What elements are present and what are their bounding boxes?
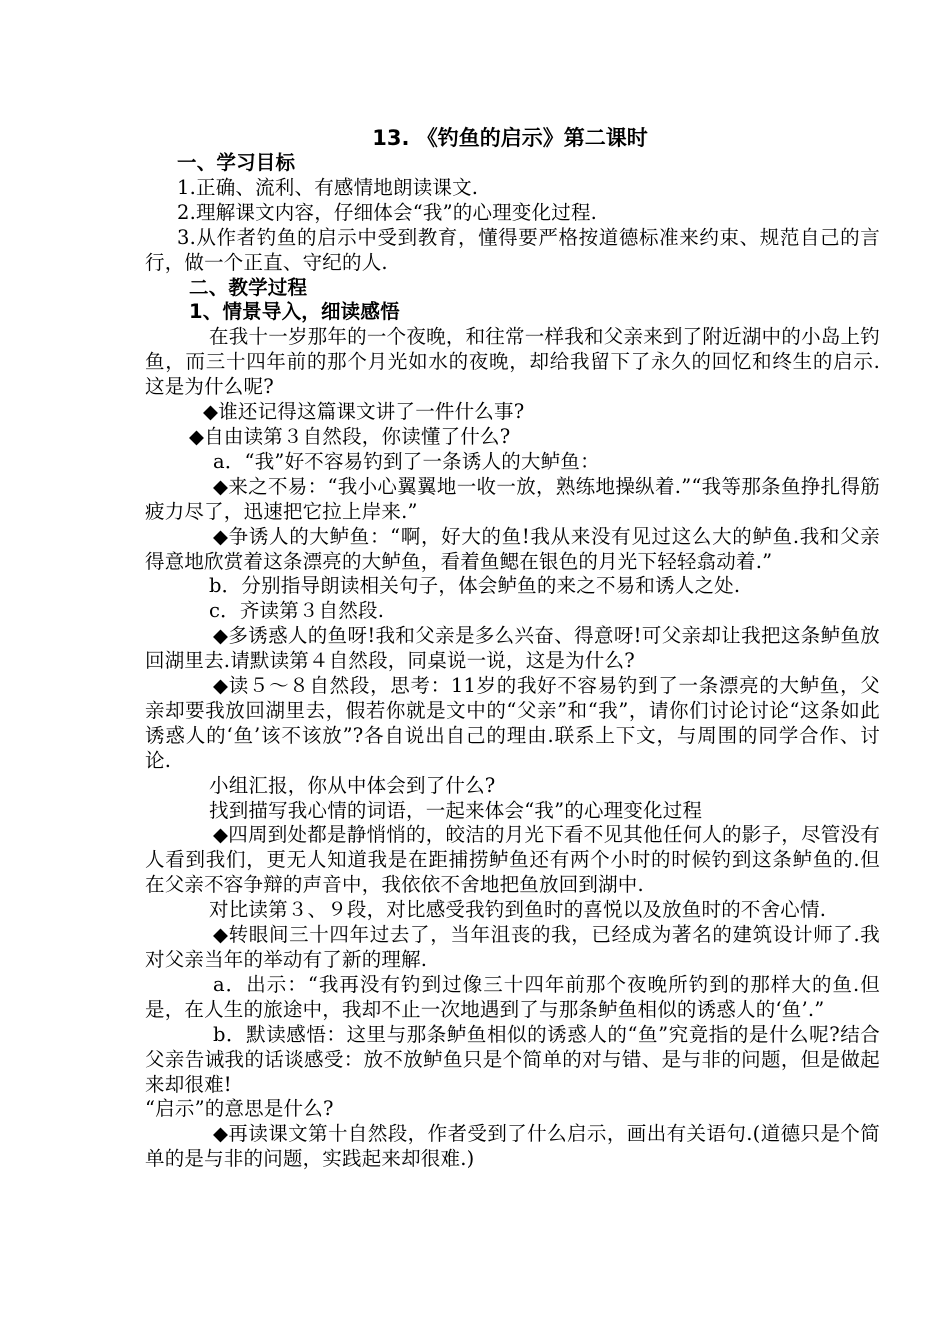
paragraph: 2.理解课文内容，仔细体会“我”的心理变化过程.: [177, 200, 598, 224]
paragraph: ◆转眼间三十四年过去了，当年沮丧的我，已经成为著名的建筑设计师了.我对父亲当年的举动有了新的理解.: [145, 923, 880, 971]
paragraph: a．“我”好不容易钓到了一条诱人的大鲈鱼：: [213, 449, 600, 473]
section-heading: 二、教学过程: [189, 275, 308, 299]
section-heading: 一、学习目标: [177, 151, 296, 174]
paragraph: ◆四周到处都是静悄悄的，皎洁的月光下看不见其他任何人的影子，尽管没有人看到我们，更无人知道我是在距捕捞鲈鱼还有两个小时的时候钓到这条鲈鱼的.但在父亲不容争辩的声音中，我依依不舍地把鱼放回到湖中.: [145, 823, 880, 897]
paragraph: 小组汇报，你从中体会到了什么?: [209, 773, 496, 797]
paragraph: 对比读第３、９段，对比感受我钓到鱼时的喜悦以及放鱼时的不舍心情.: [209, 898, 827, 922]
paragraph: ◆再读课文第十自然段，作者受到了什么启示，画出有关语句.(道德只是个简单的是与非的问题，实践起来却很难.): [145, 1122, 880, 1171]
paragraph: ◆读５～８自然段，思考：11岁的我好不容易钓到了一条漂亮的大鲈鱼，父亲却要我放回湖里去，假若你就是文中的“父亲”和“我”，请你们讨论讨论“这条如此诱惑人的‘鱼’该不该放”?各自说出自己的理由.联系上下文，与周围的同学合作、讨论.: [145, 674, 880, 772]
paragraph: 1.正确、流利、有感情地朗读课文.: [177, 175, 479, 199]
paragraph: ◆谁还记得这篇课文讲了一件什么事?: [203, 400, 525, 424]
paragraph: c．齐读第３自然段.: [209, 599, 385, 623]
paragraph: “启示”的意思是什么?: [145, 1097, 334, 1121]
paragraph: ◆多诱惑人的鱼呀!我和父亲是多么兴奋、得意呀!可父亲却让我把这条鲈鱼放回湖里去.请默读第４自然段，同桌说一说，这是为什么?: [145, 624, 880, 673]
paragraph: b．默读感悟：这里与那条鲈鱼相似的诱惑人的“鱼”究竟指的是什么呢?结合父亲告诫我的话谈感受：放不放鲈鱼只是个简单的对与错、是与非的问题，但是做起来却很难!: [145, 1022, 880, 1096]
paragraph: b．分别指导朗读相关句子，体会鲈鱼的来之不易和诱人之处.: [209, 574, 741, 598]
paragraph: ◆自由读第３自然段，你读懂了什么?: [189, 424, 511, 448]
paragraph: 在我十一岁那年的一个夜晚，和往常一样我和父亲来到了附近湖中的小岛上钓鱼，而三十四年前的那个月光如水的夜晚，却给我留下了永久的回忆和终生的启示.这是为什么呢?: [145, 325, 880, 399]
paragraph: 找到描写我心情的词语，一起来体会“我”的心理变化过程: [209, 798, 703, 822]
paragraph: ◆争诱人的大鲈鱼：“啊，好大的鱼!我从来没有见过这么大的鲈鱼.我和父亲得意地欣赏着这条漂亮的大鲈鱼，看着鱼鳃在银色的月光下轻轻翕动着.”: [145, 524, 880, 573]
document-title: 13. 《钓鱼的启示》第二课时: [372, 126, 648, 150]
paragraph: 3.从作者钓鱼的启示中受到教育，懂得要严格按道德标准来约束、规范自己的言行，做一个正直、守纪的人.: [145, 225, 880, 274]
section-heading: 1、情景导入，细读感悟: [189, 300, 400, 324]
document-body: [145, 151, 880, 1172]
paragraph: ◆来之不易：“我小心翼翼地一收一放，熟练地操纵着.”“我等那条鱼挣扎得筋疲力尽了，迅速把它拉上岸来.”: [145, 474, 880, 523]
paragraph: a．出示：“我再没有钓到过像三十四年前那个夜晚所钓到的那样大的鱼.但是，在人生的旅途中，我却不止一次地遇到了与那条鲈鱼相似的诱惑人的‘鱼’.”: [145, 972, 880, 1021]
